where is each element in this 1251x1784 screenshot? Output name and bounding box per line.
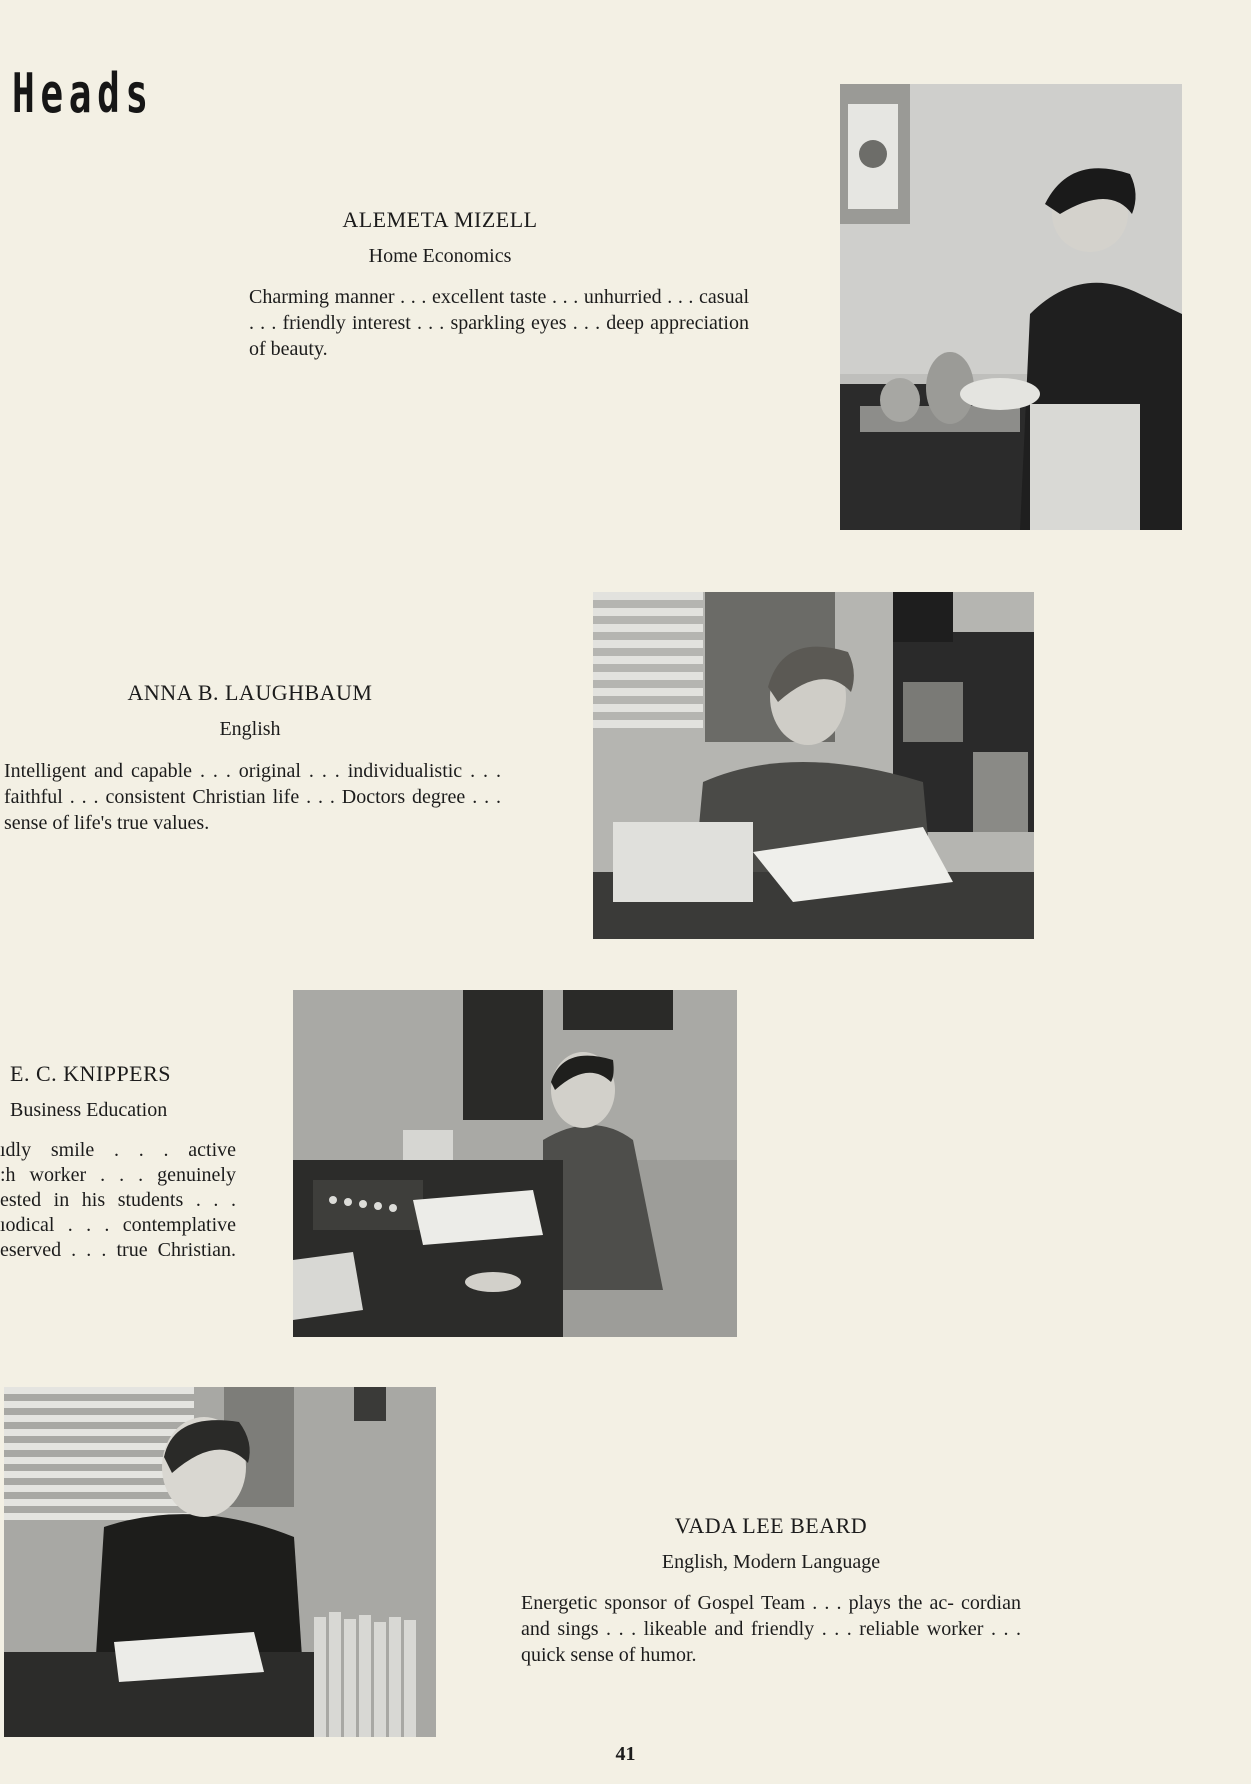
photo-mizell [840, 84, 1182, 530]
entry-department: Business Education [10, 1099, 168, 1121]
entry-description-line: ıodical . . . contemplative [0, 1214, 236, 1236]
entry-department: English [219, 718, 281, 740]
entry-description-line: eserved . . . true Christian. [0, 1239, 236, 1261]
entry-name: E. C. KNIPPERS [10, 1061, 172, 1086]
entry-mizell-description-block [249, 284, 749, 362]
entry-name: VADA LEE BEARD [674, 1513, 868, 1538]
entry-laughbaum-description-block [4, 758, 501, 836]
entry-description: Intelligent and capable . . . original . . . individualistic . . . faithful . . . consistent Christian life . . . Doctors degree . . . sense of life's true values. [4, 760, 501, 834]
entry-description: Charming manner . . . excellent taste . . . unhurried . . . casual . . . friendly interest . . . sparkling eyes . . . deep appreciation of beauty. [249, 286, 749, 360]
entry-description-line: :h worker . . . genuinely [0, 1164, 236, 1186]
entry-laughbaum [110, 680, 390, 741]
entry-description: Energetic sponsor of Gospel Team . . . plays the ac- cordian and sings . . . likeable and friendly . . . reliable worker . . . quick sense of humor. [521, 1592, 1021, 1666]
photo-beard [4, 1387, 436, 1737]
entry-department: English, Modern Language [661, 1551, 881, 1573]
entry-name: ANNA B. LAUGHBAUM [127, 680, 373, 705]
entry-knippers [10, 1061, 240, 1122]
entry-name: ALEMETA MIZELL [342, 207, 538, 232]
entry-description-line: ested in his students . . . [0, 1189, 236, 1211]
entry-beard [621, 1513, 921, 1574]
entry-beard-description-block [521, 1590, 1021, 1668]
page-number: 41 [615, 1743, 636, 1765]
page-heading: Heads [12, 62, 154, 125]
photo-laughbaum [593, 592, 1034, 939]
entry-department: Home Economics [368, 245, 512, 267]
photo-knippers [293, 990, 737, 1337]
entry-knippers-description-block [0, 1138, 236, 1263]
entry-description-line: ıdly smile . . . active [0, 1139, 236, 1161]
entry-mizell [330, 207, 550, 268]
